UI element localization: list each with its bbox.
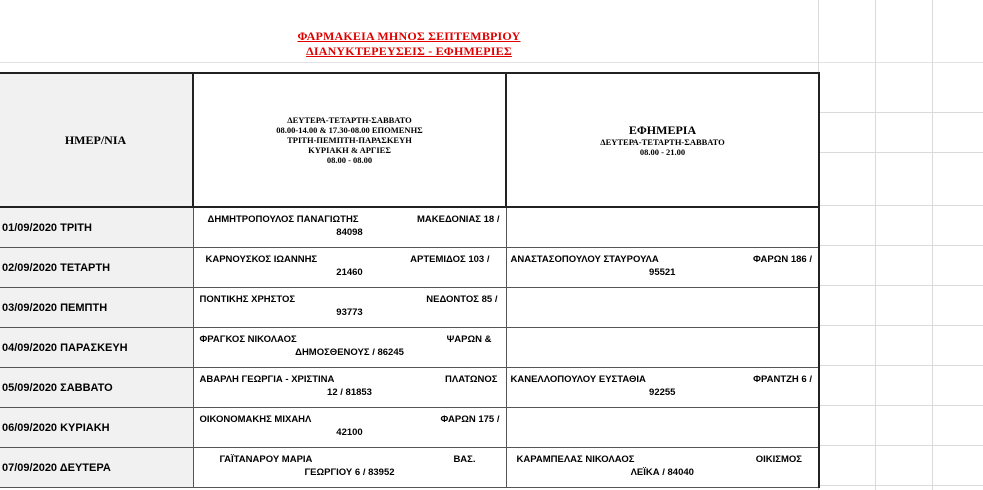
night-pharmacy-cell [193, 448, 506, 488]
night-pharmacy-cell [193, 368, 506, 408]
pharmacist-name: ΠΟΝΤΙΚΗΣ ΧΡΗΣΤΟΣ [199, 294, 296, 305]
pharmacy-address-phone: 92255 [649, 387, 676, 398]
header-on-duty [506, 73, 819, 207]
pharmacy-address: ΜΑΚΕΔΟΝΙΑΣ 18 / [417, 214, 500, 225]
duty-pharmacy-cell [506, 248, 819, 288]
night-pharmacy-cell [193, 328, 506, 368]
grid-line [818, 245, 983, 246]
document-title: ΦΑΡΜΑΚΕΙΑ ΜΗΝΟΣ ΣΕΠΤΕΜΒΡΙΟΥ [297, 29, 521, 43]
pharmacy-address-phone: ΛΕΪΚΑ / 84040 [630, 467, 694, 478]
grid-line [818, 485, 983, 486]
night-pharmacy-cell [193, 207, 506, 248]
header-duty-line: ΔΕΥΤΕΡΑ-ΤΕΤΑΡΤΗ-ΣΑΒΒΑΤΟ [600, 137, 725, 147]
grid-line [818, 285, 983, 286]
pharmacist-name: ΚΑΝΕΛΛΟΠΟΥΛΟΥ ΕΥΣΤΑΘΙΑ [510, 374, 646, 385]
pharmacy-schedule-table [0, 72, 820, 488]
night-pharmacy-cell [193, 408, 506, 448]
document-subtitle: ΔΙΑΝΥΚΤΕΡΕΥΣΕΙΣ - ΕΦΗΜΕΡΙΕΣ [306, 44, 512, 58]
pharmacy-address: ΑΡΤΕΜΙΔΟΣ 103 / [410, 254, 490, 265]
pharmacy-address: ΒΑΣ. [453, 454, 476, 465]
pharmacy-address-phone: 84098 [336, 227, 363, 238]
pharmacy-address: ΦΑΡΩΝ 175 / [440, 414, 500, 425]
header-date: ΗΜΕΡ/ΝΙΑ [0, 73, 193, 207]
row-date: 05/09/2020 ΣΑΒΒΑΤΟ [0, 368, 193, 408]
grid-line [818, 445, 983, 446]
row-date: 03/09/2020 ΠΕΜΠΤΗ [0, 288, 193, 328]
pharmacy-address: ΦΑΡΩΝ 186 / [753, 254, 812, 265]
pharmacist-name: ΑΒΑΡΛΗ ΓΕΩΡΓΙΑ - ΧΡΙΣΤΙΝΑ [199, 374, 335, 385]
pharmacy-address: ΨΑΡΩΝ & [446, 334, 492, 345]
pharmacy-address-phone: 93773 [336, 307, 363, 318]
row-date: 02/09/2020 ΤΕΤΑΡΤΗ [0, 248, 193, 288]
pharmacist-name: ΑΝΑΣΤΑΣΟΠΟΥΛΟΥ ΣΤΑΥΡΟΥΛΑ [510, 254, 659, 265]
table-row [0, 448, 819, 488]
duty-pharmacy-cell [506, 207, 819, 248]
pharmacist-name: ΓΑΪΤΑΝΑΡΟΥ ΜΑΡΙΑ [219, 454, 313, 465]
pharmacy-address-phone: 21460 [336, 267, 363, 278]
pharmacist-name: ΚΑΡΝΟΥΣΚΟΣ ΙΩΑΝΝΗΣ [205, 254, 318, 265]
row-date: 04/09/2020 ΠΑΡΑΣΚΕΥΗ [0, 328, 193, 368]
header-night-line: ΚΥΡΙΑΚΗ & ΑΡΓΙΕΣ [308, 145, 391, 155]
duty-pharmacy-cell [506, 328, 819, 368]
pharmacy-address: ΝΕΔΟΝΤΟΣ 85 / [426, 294, 498, 305]
pharmacy-address: ΟΙΚΙΣΜΟΣ [755, 454, 802, 465]
grid-line [818, 205, 983, 206]
night-pharmacy-cell [193, 248, 506, 288]
grid-line [818, 152, 983, 153]
duty-pharmacy-cell [506, 408, 819, 448]
grid-line [818, 405, 983, 406]
pharmacy-address-phone: ΓΕΩΡΓΙΟΥ 6 / 83952 [304, 467, 395, 478]
table-row [0, 248, 819, 288]
pharmacy-address-phone: 42100 [336, 427, 363, 438]
duty-pharmacy-cell [506, 288, 819, 328]
header-night-line: ΔΕΥΤΕΡΑ-ΤΕΤΑΡΤΗ-ΣΑΒΒΑΤΟ [287, 115, 412, 125]
grid-line [818, 325, 983, 326]
pharmacy-address: ΦΡΑΝΤΖΗ 6 / [753, 374, 812, 385]
header-night-line: 08.00-14.00 & 17.30-08.00 ΕΠΟΜΕΝΗΣ [276, 125, 423, 135]
header-night-line: ΤΡΙΤΗ-ΠΕΜΠΤΗ-ΠΑΡΑΣΚΕΥΗ [287, 135, 412, 145]
grid-line [818, 112, 983, 113]
row-date: 06/09/2020 ΚΥΡΙΑΚΗ [0, 408, 193, 448]
duty-pharmacy-cell [506, 368, 819, 408]
duty-pharmacy-cell [506, 448, 819, 488]
table-row [0, 328, 819, 368]
pharmacy-address-phone: 95521 [649, 267, 676, 278]
pharmacist-name: ΦΡΑΓΚΟΣ ΝΙΚΟΛΑΟΣ [199, 334, 297, 345]
pharmacy-address: ΠΛΑΤΩΝΟΣ [445, 374, 498, 385]
header-night-shift [193, 73, 506, 207]
grid-line [0, 62, 983, 63]
header-night-line: 08.00 - 08.00 [326, 155, 373, 165]
grid-line [818, 365, 983, 366]
row-date: 01/09/2020 ΤΡΙΤΗ [0, 207, 193, 248]
pharmacy-address-phone: 12 / 81853 [327, 387, 372, 398]
table-header-row [0, 73, 819, 207]
table-row [0, 288, 819, 328]
pharmacist-name: ΔΗΜΗΤΡΟΠΟΥΛΟΣ ΠΑΝΑΓΙΩΤΗΣ [207, 214, 359, 225]
night-pharmacy-cell [193, 288, 506, 328]
table-row [0, 368, 819, 408]
header-duty-line: 08.00 - 21.00 [639, 147, 686, 157]
header-duty-title: ΕΦΗΜΕΡΙΑ [628, 123, 697, 137]
pharmacist-name: ΚΑΡΑΜΠΕΛΑΣ ΝΙΚΟΛΑΟΣ [516, 454, 635, 465]
row-date: 07/09/2020 ΔΕΥΤΕΡΑ [0, 448, 193, 488]
pharmacist-name: ΟΙΚΟΝΟΜΑΚΗΣ ΜΙΧΑΗΛ [199, 414, 312, 425]
pharmacy-address-phone: ΔΗΜΟΣΘΕΝΟΥΣ / 86245 [295, 347, 404, 358]
table-row [0, 408, 819, 448]
table-row [0, 207, 819, 248]
